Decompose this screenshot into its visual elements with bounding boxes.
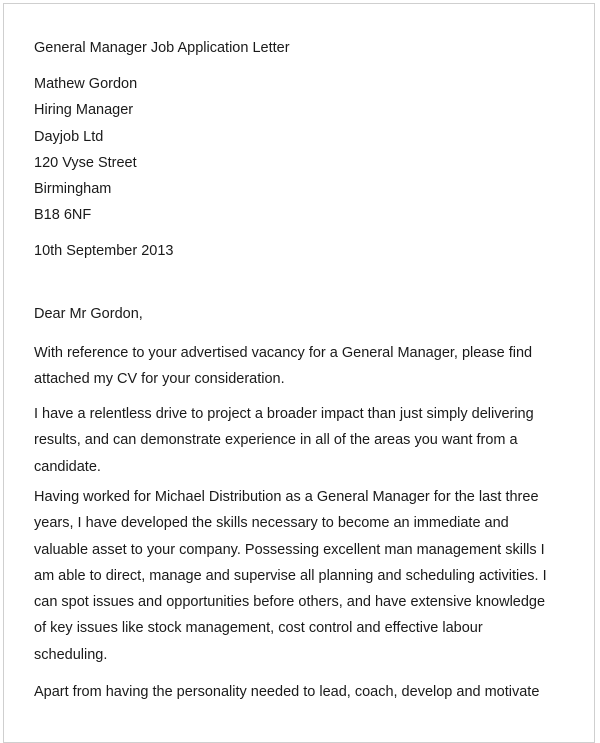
paragraph-line: With reference to your advertised vacancy for a General Manager, please find (34, 345, 533, 361)
recipient-name: Mathew Gordon (34, 76, 138, 92)
letter-page (3, 3, 595, 743)
paragraph-reference (34, 340, 579, 393)
paragraph-line: candidate. (34, 458, 101, 475)
paragraph-drive (34, 401, 579, 480)
paragraph-experience (34, 484, 579, 668)
recipient-postcode: B18 6NF (34, 207, 92, 224)
recipient-role: Hiring Manager (34, 102, 134, 119)
paragraph-line: scheduling. (34, 646, 108, 663)
paragraph-line: valuable asset to your company. Possessing excellent man management skills I (34, 541, 545, 558)
paragraph-line: Apart from having the personality needed to lead, coach, develop and motivate (34, 684, 540, 700)
salutation: Dear Mr Gordon, (34, 306, 143, 322)
recipient-city: Birmingham (34, 181, 112, 198)
letter-date: 10th September 2013 (34, 243, 174, 259)
letter-title: General Manager Job Application Letter (34, 40, 290, 56)
paragraph-line: results, and can demonstrate experience in all of the areas you want from a (34, 432, 518, 449)
paragraph-line: am able to direct, manage and supervise all planning and scheduling activities. I (34, 567, 547, 584)
recipient-street: 120 Vyse Street (34, 154, 137, 171)
paragraph-line: of key issues like stock management, cost control and effective labour (34, 620, 483, 637)
paragraph-line: I have a relentless drive to project a broader impact than just simply delivering (34, 406, 534, 422)
recipient-address (34, 71, 137, 229)
paragraph-line: Having worked for Michael Distribution as a General Manager for the last three (34, 489, 539, 505)
recipient-company: Dayjob Ltd (34, 128, 104, 145)
paragraph-line: can spot issues and opportunities before others, and have extensive knowledge (34, 594, 546, 611)
paragraph-line: attached my CV for your consideration. (34, 371, 285, 388)
paragraph-personality (34, 679, 579, 705)
paragraph-line: years, I have developed the skills necessary to become an immediate and (34, 515, 509, 532)
